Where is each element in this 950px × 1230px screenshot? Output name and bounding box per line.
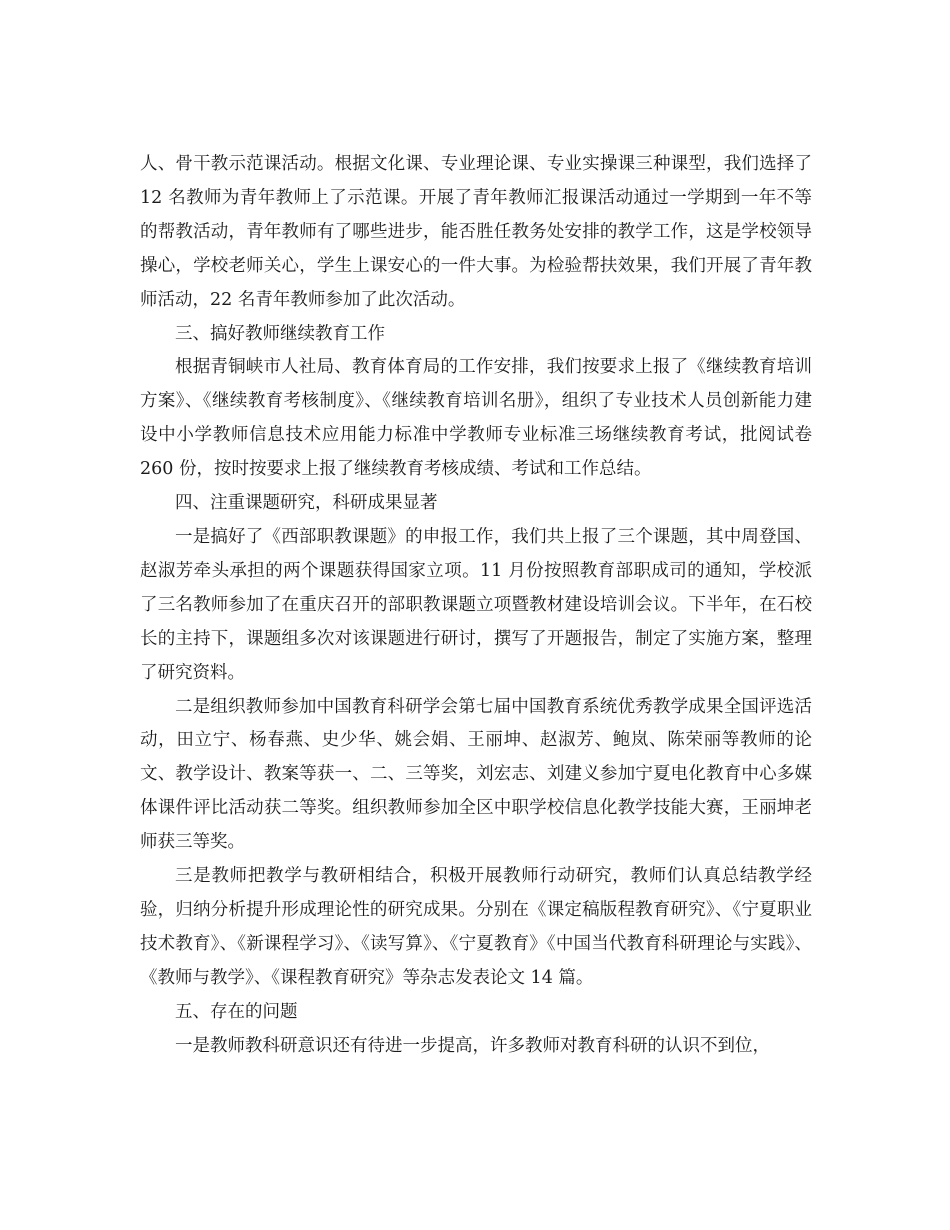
section-heading-research: 四、注重课题研究，科研成果显著 bbox=[175, 493, 438, 514]
paragraph-research-projects: 一是搞好了《西部职教课题》的申报工作，我们共上报了三个课题，其中周登国、赵淑芳牵头承担的两个课题获得国家立项。11 月份按照教育部职成司的通知，学校派了三名教师参加了在重庆召开的部职教课题立项暨教材建设培训会议。下半年，在石校长的主持下，课题组多次对该课题进行研讨，撰写了开题报告，制定了实施方案，整理了研究资料。 bbox=[140, 526, 812, 683]
section-heading-problems: 五、存在的问题 bbox=[175, 1001, 298, 1022]
paragraph-publications: 三是教师把教学与教研相结合，积极开展教师行动研究，教师们认真总结教学经验，归纳分析提升形成理论性的研究成果。分别在《课定稿版程教育研究》、《宁夏职业技术教育》、《新课程学习》、《读写算》、《宁夏教育》《中国当代教育科研理论与实践》、《教师与教学》、《课程教育研究》等杂志发表论文 14 篇。 bbox=[140, 866, 812, 988]
paragraph-problems: 一是教师教科研意识还有待进一步提高，许多教师对教育科研的认识不到位， bbox=[175, 1035, 770, 1056]
paragraph-teaching-awards: 二是组织教师参加中国教育科研学会第七届中国教育系统优秀教学成果全国评选活动，田立宁、杨春燕、史少华、姚会娟、王丽坤、赵淑芳、鲍岚、陈荣丽等教师的论文、教学设计、教案等获一、二、三等奖，刘宏志、刘建义参加宁夏电化教育中心多媒体课件评比活动获二等奖。组织教师参加全区中职学校信息化教学技能大赛，王丽坤老师获三等奖。 bbox=[140, 696, 812, 853]
document-body bbox=[140, 148, 812, 1063]
paragraph-continuation: 人、骨干教示范课活动。根据文化课、专业理论课、专业实操课三种课型，我们选择了 12 名教师为青年教师上了示范课。开展了青年教师汇报课活动通过一学期到一年不等的帮教活动，青年教师有了哪些进步，能否胜任教务处安排的教学工作，这是学校领导操心，学校老师关心，学生上课安心的一件大事。为检验帮扶效果，我们开展了青年教师活动，22 名青年教师参加了此次活动。 bbox=[140, 154, 812, 310]
section-heading-continuing-education: 三、搞好教师继续教育工作 bbox=[175, 323, 385, 344]
paragraph-continuing-education: 根据青铜峡市人社局、教育体育局的工作安排，我们按要求上报了《继续教育培训方案》、《继续教育考核制度》、《继续教育培训名册》，组织了专业技术人员创新能力建设中小学教师信息技术应用能力标准中学教师专业标准三场继续教育考试，批阅试卷 260 份，按时按要求上报了继续教育考核成绩、考试和工作总结。 bbox=[140, 357, 812, 480]
